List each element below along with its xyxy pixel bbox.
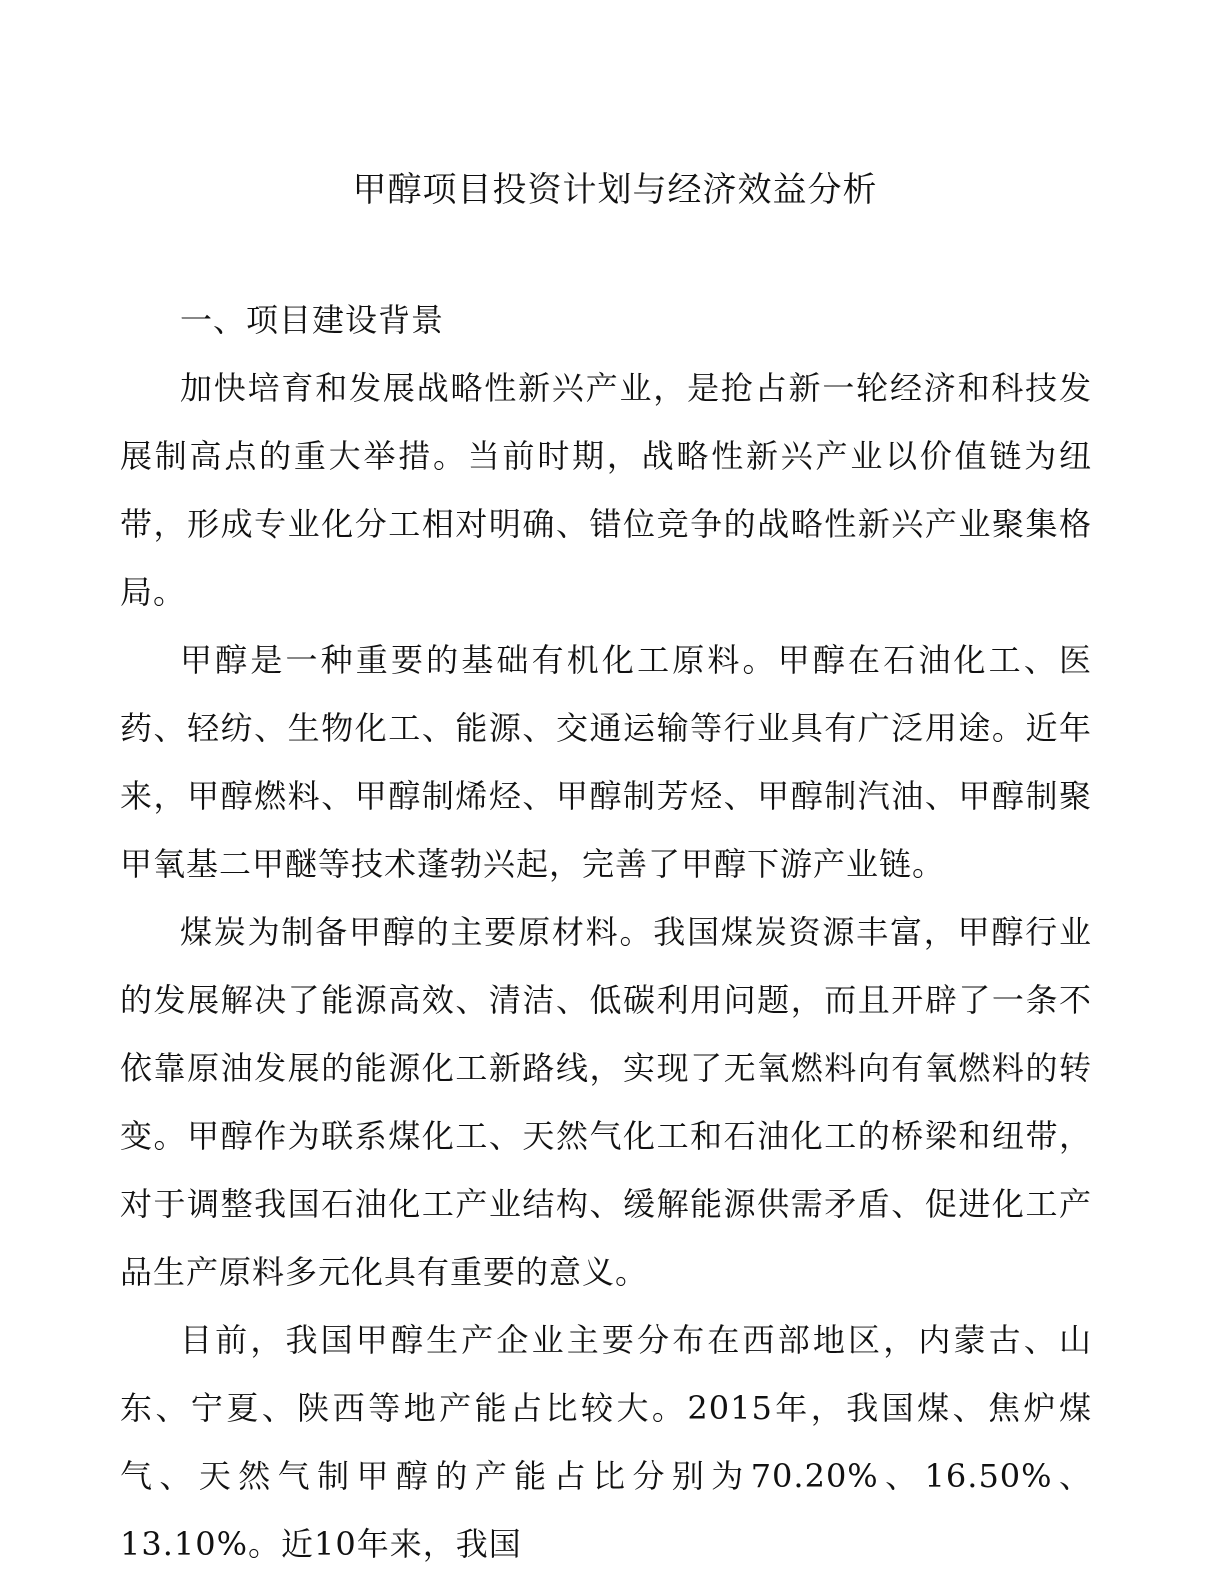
document-body: [120, 286, 1092, 1578]
paragraph-methanol-uses: 甲醇是一种重要的基础有机化工原料。甲醇在石油化工、医药、轻纺、生物化工、能源、交通运输等行业具有广泛用途。近年来，甲醇燃料、甲醇制烯烃、甲醇制芳烃、甲醇制汽油、甲醇制聚甲氧基二甲醚等技术蓬勃兴起，完善了甲醇下游产业链。: [120, 641, 1092, 883]
paragraph-strategic-industries: 加快培育和发展战略性新兴产业，是抢占新一轮经济和科技发展制高点的重大举措。当前时期，战略性新兴产业以价值链为纽带，形成专业化分工相对明确、错位竞争的战略性新兴产业聚集格局。: [120, 369, 1092, 611]
paragraph-production-distribution: 目前，我国甲醇生产企业主要分布在西部地区，内蒙古、山东、宁夏、陕西等地产能占比较大。2015年，我国煤、焦炉煤气、天然气制甲醇的产能占比分别为70.20%、16.50%、13.10%。近10年来，我国: [120, 1321, 1092, 1563]
section-heading: 一、项目建设背景: [180, 301, 445, 339]
document-title: 甲醇项目投资计划与经济效益分析: [352, 170, 878, 210]
paragraph-coal-feedstock: 煤炭为制备甲醇的主要原材料。我国煤炭资源丰富，甲醇行业的发展解决了能源高效、清洁、低碳利用问题，而且开辟了一条不依靠原油发展的能源化工新路线，实现了无氧燃料向有氧燃料的转变。甲醇作为联系煤化工、天然气化工和石油化工的桥梁和纽带，对于调整我国石油化工产业结构、缓解能源供需矛盾、促进化工产品生产原料多元化具有重要的意义。: [120, 913, 1092, 1291]
